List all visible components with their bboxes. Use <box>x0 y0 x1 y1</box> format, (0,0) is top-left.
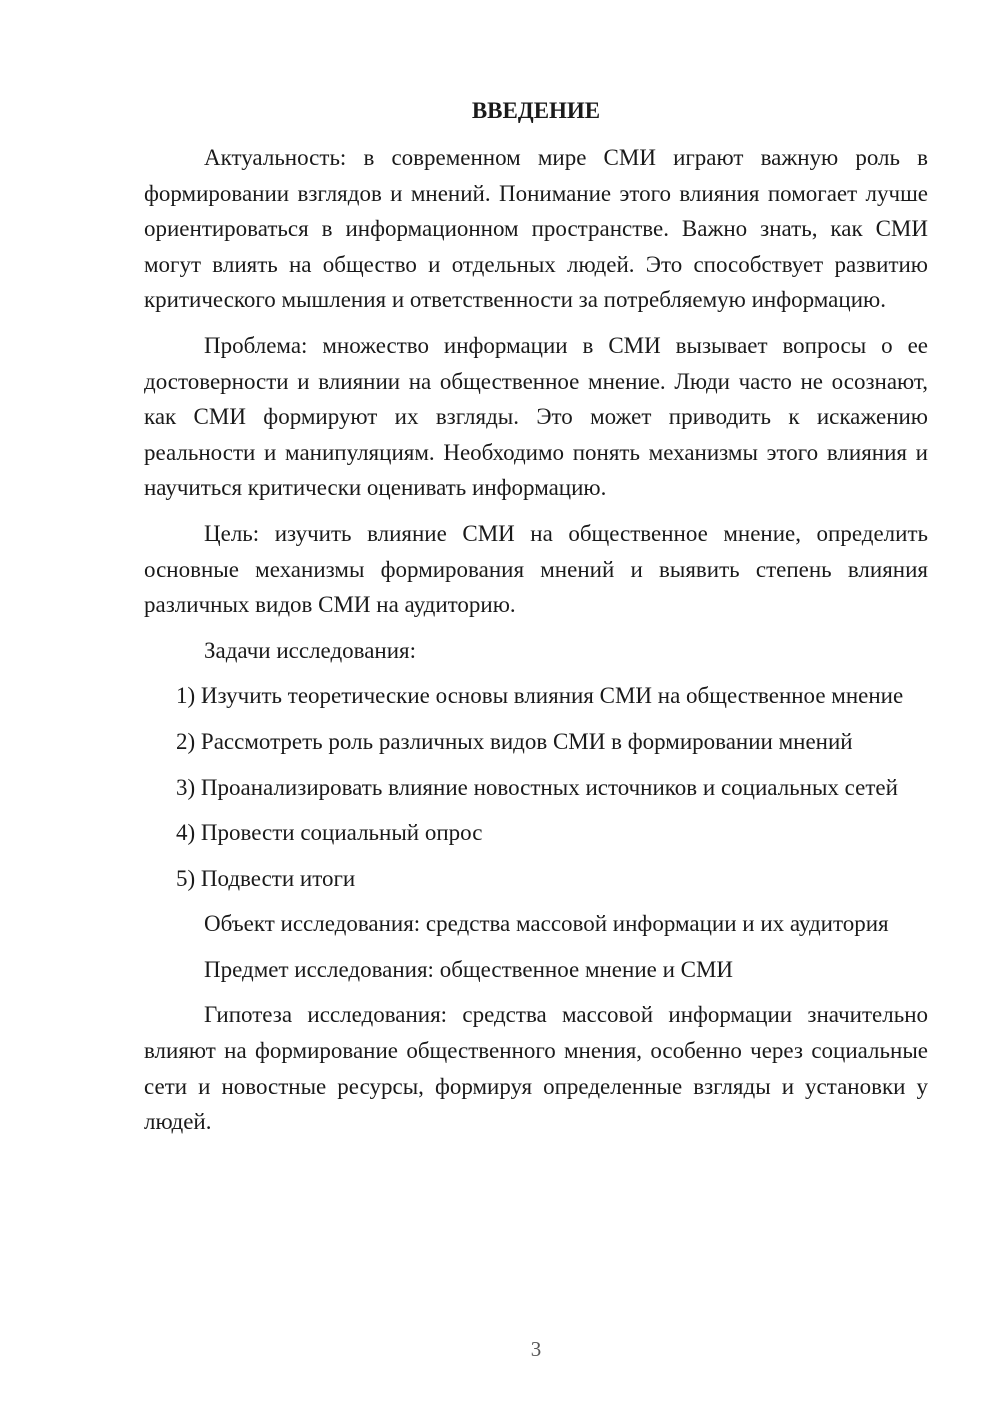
problem-paragraph: Проблема: множество информации в СМИ вызывает вопросы о ее достоверности и влиянии на общественное мнение. Люди часто не осознают, как СМИ формируют их взгляды. Это может приводить к искажению реальности и манипуляциям. Необходимо понять механизмы этого влияния и научиться критически оценивать информацию. <box>144 332 928 501</box>
relevance-paragraph: Актуальность: в современном мире СМИ играют важную роль в формировании взглядов и мнений. Понимание этого влияния помогает лучше ориентироваться в информационном пространстве. Важно знать, как СМИ могут влиять на общество и отдельных людей. Это способствует развитию критического мышления и ответственности за потребляемую информацию. <box>144 145 928 313</box>
task-item-5: 5) Подвести итоги <box>176 865 356 891</box>
task-item-3: 3) Проанализировать влияние новостных источников и социальных сетей <box>176 774 898 800</box>
subject-paragraph: Предмет исследования: общественное мнение и СМИ <box>204 956 734 982</box>
tasks-intro: Задачи исследования: <box>204 637 417 663</box>
task-item-2: 2) Рассмотреть роль различных видов СМИ в формировании мнений <box>176 728 853 754</box>
task-item-4: 4) Провести социальный опрос <box>176 820 483 846</box>
document-body <box>144 140 928 1150</box>
page-title: ВВЕДЕНИЕ <box>471 98 601 123</box>
hypothesis-paragraph: Гипотеза исследования: средства массовой информации значительно влияют на формирование общественного мнения, особенно через социальные сети и новостные ресурсы, формируя определенные взгляды и установки у людей. <box>144 1002 928 1135</box>
goal-paragraph: Цель: изучить влияние СМИ на общественное мнение, определить основные механизмы формирования мнений и выявить степень влияния различных видов СМИ на аудиторию. <box>144 520 928 618</box>
page-number: 3 <box>530 1337 542 1361</box>
object-paragraph: Объект исследования: средства массовой информации и их аудитория <box>204 911 889 937</box>
task-item-1: 1) Изучить теоретические основы влияния СМИ на общественное мнение <box>176 683 904 709</box>
